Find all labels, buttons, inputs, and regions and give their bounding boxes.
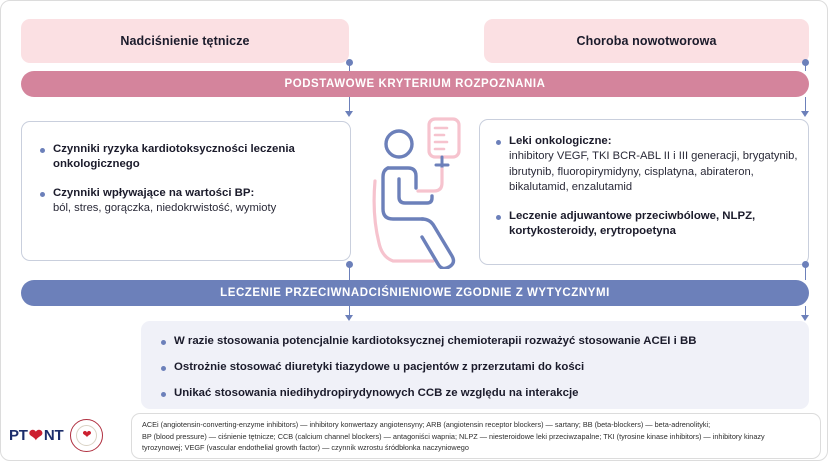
society-seal-logo bbox=[70, 419, 103, 452]
connector-arrow-right-bottom bbox=[801, 315, 809, 321]
title-pill-hypertension-label: Nadciśnienie tętnicze bbox=[120, 34, 250, 48]
list-item: Unikać stosowania niedihydropirydynowych CCB ze względu na interakcje bbox=[159, 386, 809, 401]
heart-icon: ❤ bbox=[76, 425, 97, 446]
list-item-heading: Czynniki ryzyka kardiotoksyczności leczenia onkologicznego bbox=[53, 143, 295, 170]
connector-arrow-right-mid bbox=[801, 111, 809, 117]
ptnt-logo-text-left: PT bbox=[9, 427, 28, 444]
connector-line-left-top bbox=[349, 63, 350, 71]
card-treatment-recommendations bbox=[141, 321, 809, 409]
banner-antihypertensive-treatment bbox=[21, 280, 809, 306]
banner-diagnostic-criteria bbox=[21, 71, 809, 97]
heart-icon: ❤ bbox=[28, 426, 43, 445]
hypertension-factor-list bbox=[38, 142, 350, 217]
abbreviations-legend bbox=[131, 413, 821, 459]
list-item-heading: Leki onkologiczne: bbox=[509, 135, 612, 147]
logo-area bbox=[9, 413, 131, 452]
legend-line: tyrozynowej; VEGF (vascular endothelial growth factor) — czynnik wzrostu śródbłonka naczyniowego bbox=[142, 443, 469, 453]
footer bbox=[9, 413, 821, 456]
card-oncology-drugs bbox=[479, 119, 809, 265]
banner-diagnostic-criteria-label: PODSTAWOWE KRYTERIUM ROZPOZNANIA bbox=[284, 78, 546, 90]
list-item-heading: Leczenie adjuwantowe przeciwbólowe, NLPZ, kortykosteroidy, erytropoetyna bbox=[509, 209, 756, 237]
connector-line-right-top bbox=[805, 63, 806, 71]
card-hypertension-factors bbox=[21, 121, 351, 261]
banner-antihypertensive-treatment-label: LECZENIE PRZECIWNADCIŚNIENIOWE ZGODNIE Z WYTYCZNYMI bbox=[220, 287, 610, 299]
list-item bbox=[38, 142, 350, 172]
list-item-heading: Czynniki wpływające na wartości BP: bbox=[53, 187, 255, 199]
title-pill-cancer bbox=[484, 19, 809, 63]
list-item-detail: ból, stres, gorączka, niedokrwistość, wymioty bbox=[53, 202, 277, 214]
legend-line: ACEi (angiotensin-converting-enzyme inhibitors) — inhibitory konwertazy angiotensyny; ARB (angiotensin receptor blockers) — sartany; BB (beta-blockers) — beta-adrenolityki; bbox=[142, 420, 711, 429]
list-item-detail: inhibitory VEGF, TKI BCR-ABL II i III generacji, brygatynib, ibrutynib, fluoropirymidyny, cisplatyna, abirateron, bikalutamid, enzalutamid bbox=[509, 150, 798, 193]
list-item bbox=[38, 186, 350, 217]
list-item: Ostrożnie stosować diuretyki tiazydowe u pacjentów z przerzutami do kości bbox=[159, 360, 809, 375]
treatment-recommendation-list bbox=[159, 334, 809, 401]
connector-dot-left-lower bbox=[346, 261, 353, 268]
ptnt-logo bbox=[9, 427, 63, 444]
list-item bbox=[494, 134, 808, 196]
oncology-drug-list bbox=[494, 134, 808, 239]
iv-infusion-icon bbox=[359, 113, 475, 269]
list-item: W razie stosowania potencjalnie kardiotoksycznej chemioterapii rozważyć stosowanie ACEI i BB bbox=[159, 334, 809, 349]
title-pill-hypertension bbox=[21, 19, 349, 63]
title-pill-cancer-label: Choroba nowotworowa bbox=[576, 34, 717, 48]
ptnt-logo-text-right: NT bbox=[43, 427, 64, 444]
list-item bbox=[494, 209, 808, 239]
connector-dot-right-lower bbox=[802, 261, 809, 268]
legend-line: BP (blood pressure) — ciśnienie tętnicze; CCB (calcium channel blockers) — antagoniści wapnia; NLPZ — niesteroidowe leki przeciwzapalne; TKI (tyrosine kinase inhibitors) — inhibitory kinazy bbox=[142, 431, 765, 441]
patient-iv-infusion-illustration bbox=[359, 113, 475, 269]
connector-arrow-left-mid bbox=[345, 111, 353, 117]
